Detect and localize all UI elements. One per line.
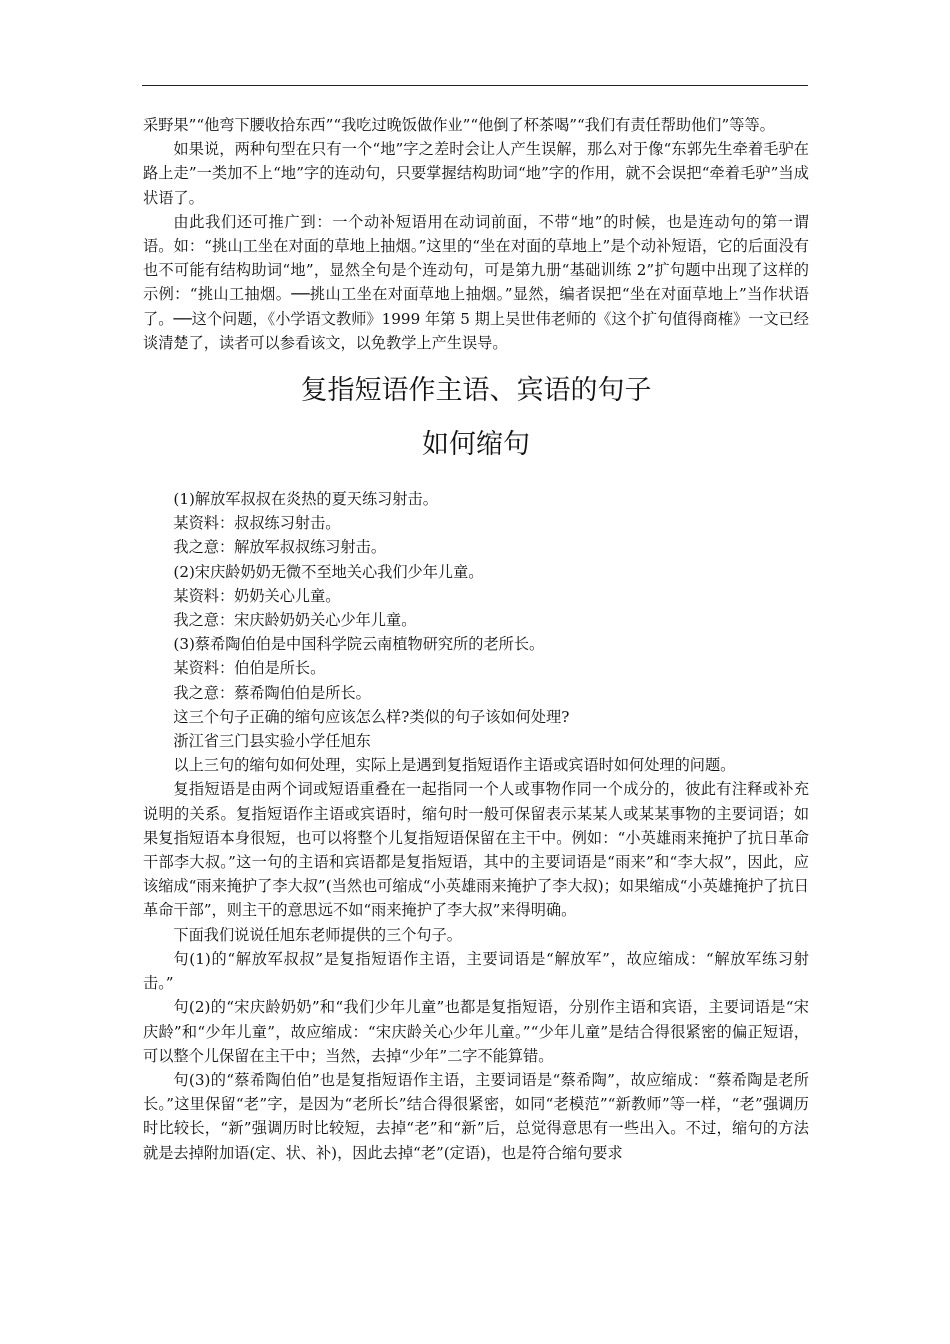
question-item: 这三个句子正确的缩句应该怎么样?类似的句子该如何处理? xyxy=(173,707,570,726)
intro-paragraph: 采野果”“他弯下腰收拾东西”“我吃过晚饭做作业”“他倒了杯茶喝”“我们有责任帮助他们”等等。 xyxy=(143,116,775,134)
question-author: 浙江省三门县实验小学任旭东 xyxy=(173,732,371,751)
question-item: (1)解放军叔叔在炎热的夏天练习射击。 xyxy=(173,490,438,509)
document-body xyxy=(143,113,809,1165)
answer-paragraph: 句(1)的“解放军叔叔”是复指短语作主语，主要词语是“解放军”，故应缩成：“解放军练习射击。” xyxy=(143,949,809,993)
answer-paragraph: 句(3)的“蔡希陶伯伯”也是复指短语作主语，主要词语是“蔡希陶”，故应缩成：“蔡希陶是老所长。”这里保留“老”字，是因为“老所长”结合得很紧密，如同“老模范”“新教师”等一样，“老”强调历时比较长，“新”强调历时比较短，去掉“老”和“新”后，总觉得意思有一些出入。不过，缩句的方法就是去掉附加语(定、状、补)，因此去掉“老”(定语)，也是符合缩句要求 xyxy=(143,1070,809,1162)
question-item: 我之意：蔡希陶伯伯是所长。 xyxy=(173,683,371,702)
intro-paragraph: 如果说，两种句型在只有一个“地”字之差时会让人产生误解，那么对于像“东郭先生牵着毛驴在路上走”一类加不上“地”字的连动句，只要掌握结构助词“地”字的作用，就不会误把“牵着毛驴”当成状语了。 xyxy=(143,140,809,207)
question-item: 某资料：奶奶关心儿童。 xyxy=(173,586,341,605)
question-item: 某资料：叔叔练习射击。 xyxy=(173,514,341,533)
question-item: 我之意：解放军叔叔练习射击。 xyxy=(173,538,387,557)
intro-paragraph: 由此我们还可推广到：一个动补短语用在动词前面，不带“地”的时候，也是连动句的第一谓语。如：“挑山工坐在对面的草地上抽烟。”这里的“坐在对面的草地上”是个动补短语，它的后面没有也不可能有结构助词“地”，显然全句是个连动句，可是第九册“基础训练 2”扩句题中出现了这样的示例：“挑山工抽烟。──挑山工坐在对面草地上抽烟。”显然，编者误把“坐在对面草地上”当作状语了。──这个问题，《小学语文教师》1999 年第 5 期上吴世伟老师的《这个扩句值得商榷》一文已经谈清楚了，读者可以参看该文，以免教学上产生误导。 xyxy=(143,212,809,352)
question-item: 某资料：伯伯是所长。 xyxy=(173,659,326,678)
question-list xyxy=(143,487,809,753)
article-title-line-2: 如何缩句 xyxy=(422,429,530,461)
answer-paragraph: 以上三句的缩句如何处理，实际上是遇到复指短语作主语或宾语时如何处理的问题。 xyxy=(173,756,736,775)
question-item: (3)蔡希陶伯伯是中国科学院云南植物研究所的老所长。 xyxy=(173,635,545,654)
answer-paragraph: 句(2)的“宋庆龄奶奶”和“我们少年儿童”也都是复指短语，分别作主语和宾语，主要词语是“宋庆龄”和“少年儿童”，故应缩成：“宋庆龄关心少年儿童。”“少年儿童”是结合得很紧密的偏正短语，可以整个儿保留在主干中；当然，去掉“少年”二字不能算错。 xyxy=(143,998,809,1065)
article-title-line-1: 复指短语作主语、宾语的句子 xyxy=(300,375,652,407)
answer-paragraph: 下面我们说说任旭东老师提供的三个句子。 xyxy=(173,925,462,944)
header-rule xyxy=(142,85,808,86)
question-item: 我之意：宋庆龄奶奶关心少年儿童。 xyxy=(173,611,417,630)
question-item: (2)宋庆龄奶奶无微不至地关心我们少年儿童。 xyxy=(173,562,484,581)
answer-paragraph: 复指短语是由两个词或短语重叠在一起指同一个人或事物作同一个成分的，彼此有注释或补充说明的关系。复指短语作主语或宾语时，缩句时一般可保留表示某某人或某某事物的主要词语；如果复指短语本身很短，也可以将整个儿复指短语保留在主干中。例如：“小英雄雨来掩护了抗日革命干部李大叔。”这一句的主语和宾语都是复指短语，其中的主要词语是“雨来”和“李大叔”，因此，应该缩成“雨来掩护了李大叔”(当然也可缩成“小英雄雨来掩护了李大叔)；如果缩成“小英雄掩护了抗日革命干部”，则主干的意思远不如“雨来掩护了李大叔”来得明确。 xyxy=(143,780,809,920)
